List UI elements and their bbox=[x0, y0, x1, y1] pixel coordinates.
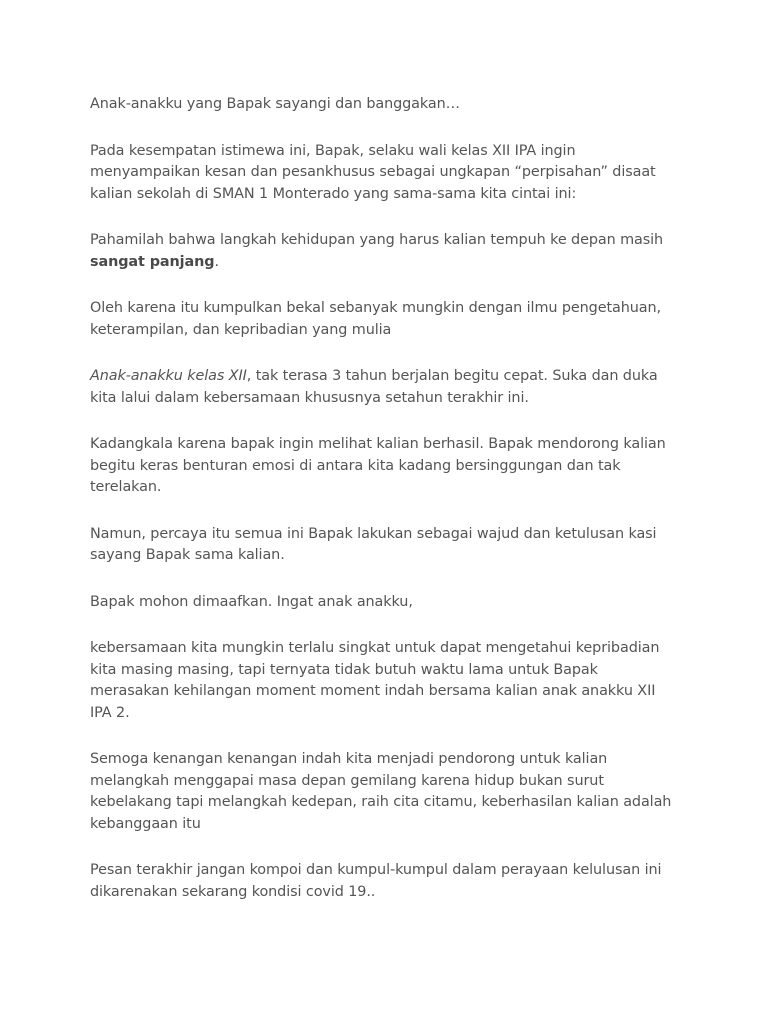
intro-paragraph: Pada kesempatan istimewa ini, Bapak, selaku wali kelas XII IPA ingin menyampaikan kesan dan pesankhusus sebagai ungkapan “perpisahan” disaat kalian sekolah di SMAN 1 Monterado yang sama-sama kita cintai ini: bbox=[90, 142, 656, 202]
life-path-end: . bbox=[214, 253, 219, 270]
letter-body bbox=[90, 94, 680, 928]
class-emphasis: Anak-anakku kelas XII bbox=[90, 368, 247, 384]
apology-paragraph: Bapak mohon dimaafkan. Ingat anak anakku, bbox=[90, 593, 413, 610]
life-path-text: Pahamilah bahwa langkah kehidupan yang harus kalian tempuh ke depan masih bbox=[90, 232, 664, 248]
hope-paragraph: Semoga kenangan kenangan indah kita menjadi pendorong untuk kalian melangkah menggapai masa depan gemilang karena hidup bukan surut kebelakang tapi melangkah kedepan, raih cita citamu, keberhasilan kalian adalah kebanggaan itu bbox=[90, 751, 672, 832]
final-message-paragraph: Pesan terakhir jangan kompoi dan kumpul-kumpul dalam perayaan kelulusan ini dikarenakan sekarang kondisi covid 19.. bbox=[90, 862, 662, 900]
togetherness-paragraph: kebersamaan kita mungkin terlalu singkat untuk dapat mengetahui kepribadian kita masing masing, tapi ternyata tidak butuh waktu lama untuk Bapak merasakan kehilangan moment moment indah bersama kalian anak anakku XII IPA 2. bbox=[90, 640, 660, 721]
greeting-paragraph: Anak-anakku yang Bapak sayangi dan banggakan… bbox=[90, 96, 460, 112]
sincerity-paragraph: Namun, percaya itu semua ini Bapak lakukan sebagai wajud dan ketulusan kasi sayang Bapak sama kalian. bbox=[90, 525, 657, 563]
class-text: , tak terasa 3 tahun berjalan begitu cepat. Suka dan duka kita lalui dalam kebersamaan khususnya setahun terakhir ini. bbox=[90, 368, 658, 406]
class-paragraph bbox=[90, 366, 680, 409]
life-path-emphasis: sangat panjang bbox=[90, 253, 215, 270]
life-path-paragraph bbox=[90, 230, 680, 273]
push-paragraph: Kadangkala karena bapak ingin melihat kalian berhasil. Bapak mendorong kalian begitu keras benturan emosi di antara kita kadang bersinggungan dan tak terelakan. bbox=[90, 436, 666, 495]
provisions-paragraph: Oleh karena itu kumpulkan bekal sebanyak mungkin dengan ilmu pengetahuan, keterampilan, dan kepribadian yang mulia bbox=[90, 300, 661, 338]
